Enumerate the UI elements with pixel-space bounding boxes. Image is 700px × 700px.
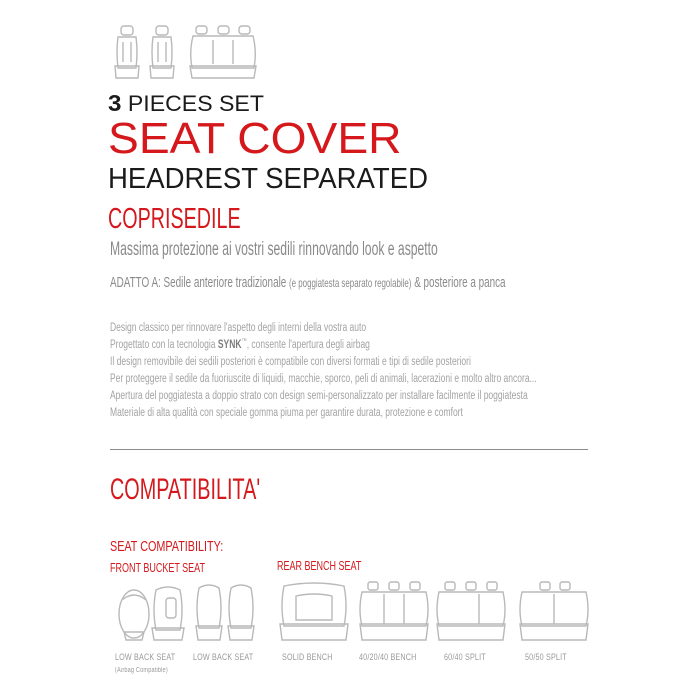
product-title-text: SEAT COVER <box>108 114 402 163</box>
product-name <box>108 204 303 234</box>
feature-text: , consente l'apertura degli airbag <box>246 339 370 351</box>
product-title <box>108 114 402 163</box>
caption-text: (Airbag Compatible) <box>115 667 168 674</box>
section-divider <box>110 449 588 450</box>
pieces-set-line <box>108 90 264 116</box>
pieces-number: 3 <box>108 90 122 116</box>
feature-text: Design classico per rinnovare l'aspetto degli interni della vostra auto <box>110 322 367 334</box>
caption-text: SOLID BENCH <box>282 652 333 662</box>
split-6040-icon <box>435 580 507 642</box>
caption-text: 50/50 SPLIT <box>525 652 567 662</box>
front-bucket-label <box>110 559 242 577</box>
pieces-text: PIECES SET <box>127 91 264 116</box>
caption-solid-bench <box>282 647 345 665</box>
trademark-mark: ™ <box>241 338 247 346</box>
fit-label: ADATTO A: <box>110 274 161 291</box>
caption-low-back <box>193 647 268 665</box>
solid-bench-icon <box>278 580 350 642</box>
product-tagline-text: Massima protezione ai vostri sedili rinnovando look e aspetto <box>110 239 438 260</box>
caption-text: LOW BACK SEAT <box>193 652 254 662</box>
feature-line <box>110 318 687 335</box>
product-subtitle <box>108 164 445 194</box>
feature-line <box>110 386 687 403</box>
caption-text: 40/20/40 BENCH <box>359 652 417 662</box>
fit-main: Sedile anteriore tradizionale <box>163 274 287 291</box>
feature-text: Progettato con la tecnologia <box>110 339 216 351</box>
feature-line <box>110 369 687 386</box>
feature-text: Il design removibile dei sedili posteriori è compatibile con diversi formati e tipi di sedile posteriori <box>110 356 471 368</box>
compat-title <box>110 474 337 506</box>
fit-end: & posteriore a panca <box>414 274 506 291</box>
caption-airbag-note <box>115 659 181 677</box>
seat-compat-label-text: SEAT COMPATIBILITY: <box>110 538 224 555</box>
bench-402040-icon <box>358 580 430 642</box>
fit-paren: (e poggiatesta separato regolabile) <box>289 276 412 290</box>
synk-brand: SYNK <box>217 339 242 351</box>
split-5050-icon <box>518 580 590 642</box>
front-bucket-label-text: FRONT BUCKET SEAT <box>110 561 206 575</box>
feature-text: Per proteggere il sedile da fuoriuscite di liquidi, macchie, sporco, peli di animali, lacerazioni e molto altro ancora... <box>110 373 537 385</box>
low-back-seat-icon <box>193 580 261 642</box>
product-subtitle-text: HEADREST SEPARATED <box>108 163 428 195</box>
feature-text: Apertura del poggiatesta a doppio strato con design semi-personalizzato per installare facilmente il poggiatesta <box>110 390 528 402</box>
seat-compat-label <box>110 538 267 556</box>
low-back-airbag-seat-icon <box>112 580 190 642</box>
caption-text: 60/40 SPLIT <box>444 652 486 662</box>
caption-split-6040 <box>444 647 496 665</box>
fit-line <box>110 274 700 292</box>
feature-text: Materiale di alta qualità con speciale gomma piuma per garantire durata, protezione e comfort <box>110 407 463 419</box>
caption-split-5050 <box>525 647 577 665</box>
rear-bench-label <box>277 557 394 575</box>
compat-title-text: COMPATIBILITA' <box>110 473 261 506</box>
rear-bench-label-text: REAR BENCH SEAT <box>277 559 362 573</box>
product-tagline <box>110 240 622 260</box>
feature-line <box>110 403 687 420</box>
caption-bench-402040 <box>359 647 431 665</box>
seat-set-icon <box>108 22 263 82</box>
feature-list <box>110 318 687 420</box>
feature-line <box>110 335 687 352</box>
product-name-text: COPRISEDILE <box>108 203 241 235</box>
caption-text: LOW BACK SEAT <box>115 652 176 662</box>
feature-line <box>110 352 687 369</box>
